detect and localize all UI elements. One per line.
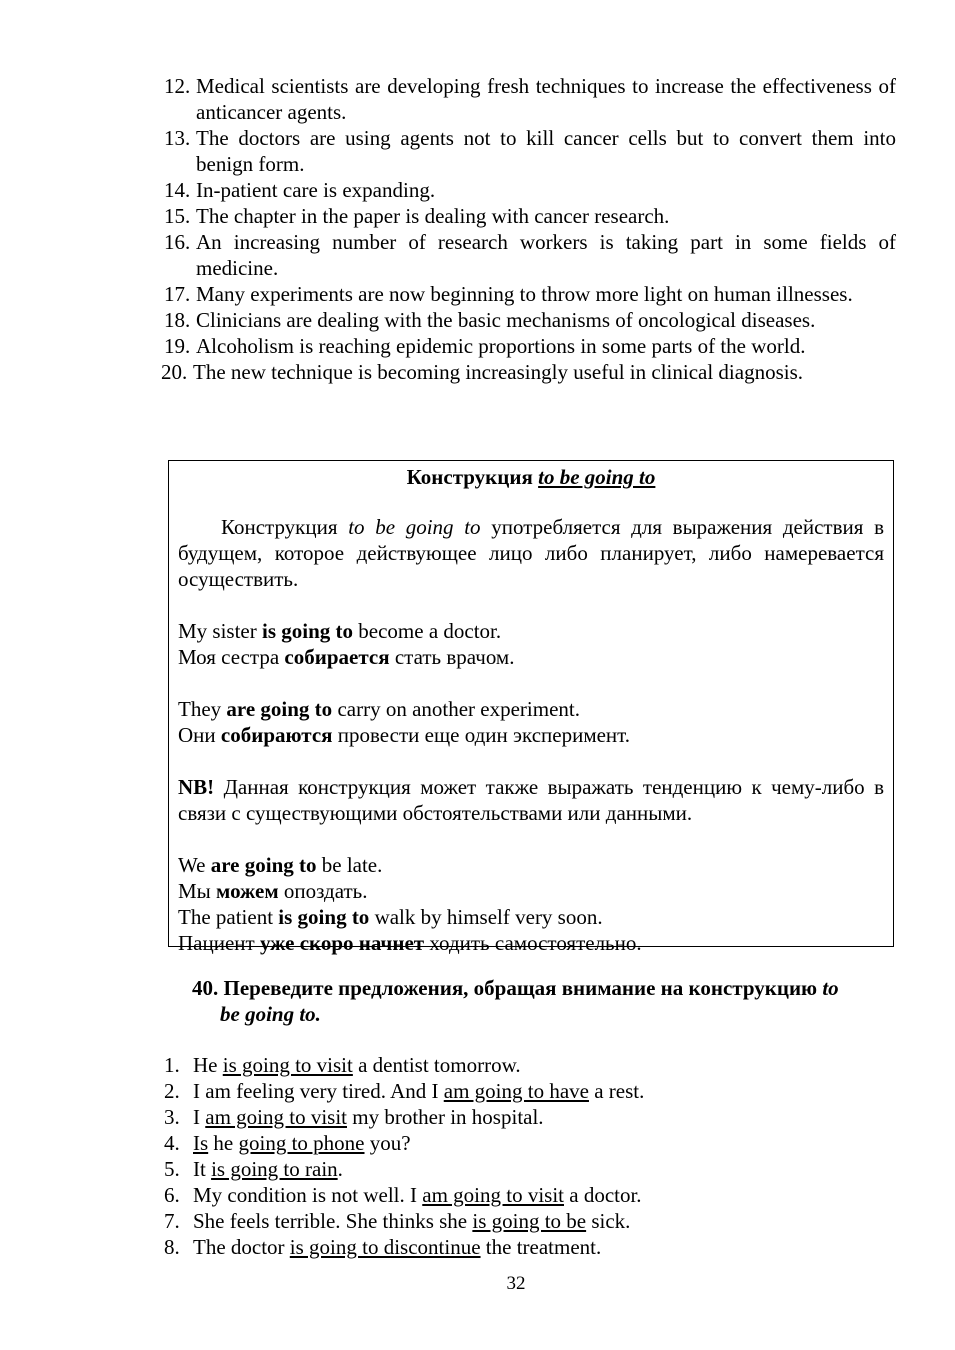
list-item bbox=[164, 1104, 896, 1130]
example-text: опоздать. bbox=[278, 879, 368, 903]
list-item bbox=[164, 177, 896, 203]
item-number: 5. bbox=[164, 1157, 180, 1181]
page-number: 32 bbox=[506, 1273, 526, 1294]
item-number: 15. bbox=[164, 204, 191, 228]
example-english bbox=[178, 696, 884, 722]
item-text: My condition is not well. I bbox=[193, 1183, 423, 1207]
item-number: 1. bbox=[164, 1053, 180, 1077]
grammar-rule-box bbox=[168, 460, 894, 955]
item-number: 14. bbox=[164, 178, 191, 202]
example-text: Они bbox=[178, 723, 221, 747]
intro-prefix: Конструкция bbox=[221, 515, 349, 539]
exercise-term: to bbox=[822, 976, 839, 1000]
underlined-phrase: Is bbox=[193, 1131, 209, 1155]
example-text: Моя сестра bbox=[178, 645, 285, 669]
nb-label: NB! bbox=[178, 775, 215, 799]
underlined-phrase: am going to visit bbox=[205, 1105, 347, 1129]
list-item bbox=[164, 125, 896, 177]
item-text: you? bbox=[364, 1131, 411, 1155]
item-text: The chapter in the paper is dealing with cancer research. bbox=[196, 204, 670, 228]
rule-intro bbox=[178, 514, 884, 592]
item-text: a doctor. bbox=[564, 1183, 642, 1207]
example-russian bbox=[178, 722, 884, 748]
example-bold: можем bbox=[216, 879, 279, 903]
exercise-list-top bbox=[161, 73, 896, 385]
example-text: стать врачом. bbox=[389, 645, 515, 669]
underlined-phrase: am going to visit bbox=[422, 1183, 564, 1207]
item-text: a rest. bbox=[588, 1079, 645, 1103]
item-text: She feels terrible. She thinks she bbox=[193, 1209, 473, 1233]
item-text: The doctors are using agents not to kill cancer cells but to convert them into benign form. bbox=[196, 126, 896, 176]
intro-rest: употребляется для выражения действия в будущем, которое действующее лицо либо планирует, либо намеревается осуществить. bbox=[178, 515, 885, 591]
item-number: 17. bbox=[164, 282, 191, 306]
item-number: 16. bbox=[164, 230, 191, 254]
exercise-term: be going to. bbox=[220, 1002, 321, 1026]
underlined-phrase: is going to discontinue bbox=[289, 1235, 481, 1259]
exercise-instruction: Переведите предложения, обращая внимание на конструкцию bbox=[218, 976, 823, 1000]
rule-title bbox=[178, 464, 884, 490]
example-text: провести еще один эксперимент. bbox=[332, 723, 631, 747]
example-russian bbox=[178, 644, 884, 670]
item-text: . bbox=[337, 1157, 343, 1181]
item-text: An increasing number of research workers is taking part in some fields of medicine. bbox=[196, 230, 896, 280]
item-text: He bbox=[193, 1053, 223, 1077]
example-text: become a doctor. bbox=[353, 619, 502, 643]
item-text: Medical scientists are developing fresh techniques to increase the effectiveness of anticancer agents. bbox=[196, 74, 896, 124]
item-number: 13. bbox=[164, 126, 191, 150]
item-text: a dentist tomorrow. bbox=[352, 1053, 521, 1077]
item-text: I am feeling very tired. And I bbox=[193, 1079, 444, 1103]
list-item bbox=[164, 1208, 896, 1234]
item-text: The doctor bbox=[193, 1235, 290, 1259]
item-number: 7. bbox=[164, 1209, 180, 1233]
item-text: Alcoholism is reaching epidemic proportions in some parts of the world. bbox=[196, 334, 806, 358]
example-bold: собираются bbox=[220, 723, 333, 747]
underlined-phrase: am going to have bbox=[443, 1079, 589, 1103]
example-text: ходить самостоятельно. bbox=[424, 931, 642, 955]
item-number: 19. bbox=[164, 334, 191, 358]
list-item bbox=[164, 1182, 896, 1208]
item-text: It bbox=[193, 1157, 212, 1181]
item-number: 4. bbox=[164, 1131, 180, 1155]
item-number: 2. bbox=[164, 1079, 180, 1103]
item-number: 18. bbox=[164, 308, 191, 332]
item-number: 3. bbox=[164, 1105, 180, 1129]
example-text: be late. bbox=[316, 853, 383, 877]
exercise-list-bottom bbox=[164, 1052, 896, 1260]
list-item bbox=[164, 281, 896, 307]
example-english bbox=[178, 904, 884, 930]
item-text: Clinicians are dealing with the basic mechanisms of oncological diseases. bbox=[196, 308, 816, 332]
example-english bbox=[178, 618, 884, 644]
example-bold: are going to bbox=[210, 853, 317, 877]
list-item bbox=[164, 1052, 896, 1078]
example-text: We bbox=[178, 853, 211, 877]
list-item bbox=[164, 73, 896, 125]
exercise-heading bbox=[192, 975, 896, 1027]
nb-note bbox=[178, 774, 884, 826]
example-text: They bbox=[178, 697, 227, 721]
nb-text: Данная конструкция может также выражать тенденцию к чему-либо в связи с существующими обстоятельствами или данными. bbox=[178, 775, 884, 825]
item-number: 6. bbox=[164, 1183, 180, 1207]
underlined-phrase: is going to rain bbox=[211, 1157, 338, 1181]
list-item bbox=[164, 1130, 896, 1156]
example-text: Мы bbox=[178, 879, 217, 903]
list-item bbox=[164, 307, 896, 333]
underlined-phrase: is going to visit bbox=[222, 1053, 353, 1077]
example-bold: собирается bbox=[284, 645, 390, 669]
example-bold: is going to bbox=[262, 619, 354, 643]
example-text: carry on another experiment. bbox=[332, 697, 580, 721]
intro-term: to be going to bbox=[348, 515, 481, 539]
item-text: sick. bbox=[586, 1209, 631, 1233]
example-text: My sister bbox=[178, 619, 262, 643]
underlined-phrase: going to phone bbox=[238, 1131, 365, 1155]
example-text: walk by himself very soon. bbox=[369, 905, 603, 929]
list-item bbox=[164, 1234, 896, 1260]
list-item bbox=[164, 1078, 896, 1104]
rule-title-prefix: Конструкция bbox=[406, 465, 539, 489]
example-bold: are going to bbox=[226, 697, 333, 721]
item-text: I bbox=[193, 1105, 206, 1129]
item-number: 12. bbox=[164, 74, 191, 98]
example-bold: is going to bbox=[278, 905, 370, 929]
item-text: he bbox=[208, 1131, 239, 1155]
list-item bbox=[164, 203, 896, 229]
exercise-number: 40. bbox=[192, 976, 219, 1000]
item-text: In-patient care is expanding. bbox=[196, 178, 436, 202]
item-text: the treatment. bbox=[480, 1235, 602, 1259]
example-text: Пациент bbox=[178, 931, 260, 955]
underlined-phrase: is going to be bbox=[472, 1209, 587, 1233]
item-text: The new technique is becoming increasingly useful in clinical diagnosis. bbox=[193, 360, 804, 384]
item-number: 8. bbox=[164, 1235, 180, 1259]
example-bold: уже скоро начнет bbox=[259, 931, 425, 955]
example-russian bbox=[178, 930, 884, 956]
list-item bbox=[161, 359, 896, 385]
item-text: my brother in hospital. bbox=[347, 1105, 544, 1129]
example-russian bbox=[178, 878, 884, 904]
example-text: The patient bbox=[178, 905, 279, 929]
example-english bbox=[178, 852, 884, 878]
list-item bbox=[164, 333, 896, 359]
rule-title-term: to be going to bbox=[538, 465, 656, 489]
list-item bbox=[164, 1156, 896, 1182]
item-number: 20. bbox=[161, 360, 188, 384]
list-item bbox=[164, 229, 896, 281]
item-text: Many experiments are now beginning to throw more light on human illnesses. bbox=[196, 282, 853, 306]
